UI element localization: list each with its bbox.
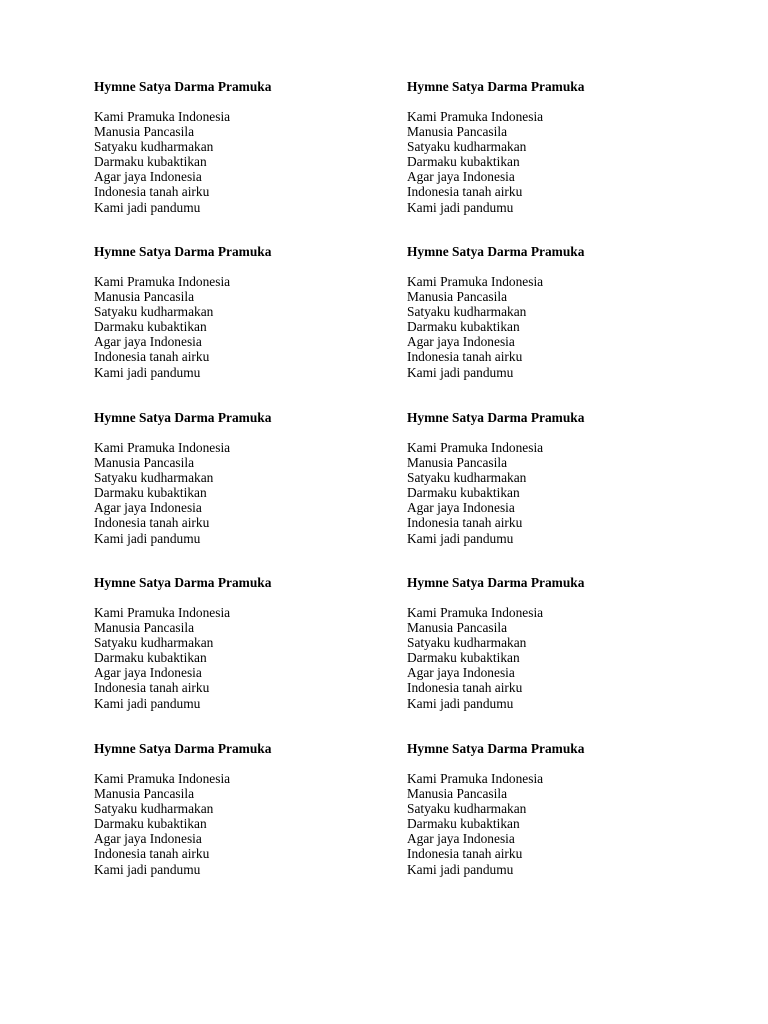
lyric-line: Indonesia tanah airku	[407, 184, 523, 200]
lyric-line: Satyaku kudharmakan	[407, 304, 527, 320]
lyric-line: Agar jaya Indonesia	[94, 831, 202, 847]
lyric-line: Kami jadi pandumu	[407, 861, 514, 877]
lyric-line: Darmaku kubaktikan	[407, 650, 520, 666]
song-title: Hymne Satya Darma Pramuka	[94, 741, 272, 756]
song-block	[407, 575, 697, 711]
song-title: Hymne Satya Darma Pramuka	[94, 410, 272, 425]
lyric-line: Kami Pramuka Indonesia	[94, 605, 231, 620]
song-title: Hymne Satya Darma Pramuka	[407, 410, 585, 425]
song-title: Hymne Satya Darma Pramuka	[94, 79, 272, 94]
lyric-line: Agar jaya Indonesia	[94, 169, 202, 185]
song-block	[407, 410, 697, 546]
song-block	[407, 741, 697, 877]
lyric-line: Agar jaya Indonesia	[407, 665, 515, 681]
lyric-line: Indonesia tanah airku	[407, 515, 523, 531]
lyric-line: Kami Pramuka Indonesia	[407, 440, 544, 455]
song-lyrics	[94, 274, 384, 380]
lyric-line: Kami jadi pandumu	[407, 530, 514, 546]
lyric-line: Satyaku kudharmakan	[94, 470, 214, 486]
lyric-line: Manusia Pancasila	[407, 289, 508, 305]
lyric-line: Kami jadi pandumu	[94, 364, 201, 380]
lyric-line: Satyaku kudharmakan	[407, 801, 527, 817]
lyric-line: Agar jaya Indonesia	[94, 334, 202, 350]
song-title: Hymne Satya Darma Pramuka	[94, 575, 272, 590]
lyric-line: Darmaku kubaktikan	[407, 154, 520, 170]
song-lyrics	[407, 109, 697, 215]
lyric-line: Indonesia tanah airku	[94, 184, 210, 200]
song-lyrics	[407, 274, 697, 380]
song-lyrics	[407, 771, 697, 877]
lyric-line: Agar jaya Indonesia	[407, 500, 515, 516]
song-lyrics	[94, 440, 384, 546]
song-lyrics	[94, 109, 384, 215]
song-title: Hymne Satya Darma Pramuka	[94, 244, 272, 259]
lyric-line: Indonesia tanah airku	[94, 349, 210, 365]
lyric-line: Darmaku kubaktikan	[94, 816, 207, 832]
lyric-line: Kami Pramuka Indonesia	[94, 274, 231, 289]
song-block	[94, 575, 384, 711]
lyric-line: Satyaku kudharmakan	[94, 304, 214, 320]
lyric-line: Agar jaya Indonesia	[407, 831, 515, 847]
lyric-line: Kami Pramuka Indonesia	[94, 109, 231, 124]
lyric-line: Kami Pramuka Indonesia	[407, 771, 544, 786]
lyric-line: Darmaku kubaktikan	[407, 319, 520, 335]
song-block	[94, 410, 384, 546]
lyric-line: Manusia Pancasila	[407, 786, 508, 802]
lyric-line: Darmaku kubaktikan	[94, 319, 207, 335]
lyric-line: Agar jaya Indonesia	[407, 169, 515, 185]
lyric-line: Manusia Pancasila	[94, 620, 195, 636]
lyric-line: Darmaku kubaktikan	[94, 485, 207, 501]
song-title: Hymne Satya Darma Pramuka	[407, 741, 585, 756]
lyric-line: Kami Pramuka Indonesia	[407, 109, 544, 124]
lyric-line: Satyaku kudharmakan	[94, 801, 214, 817]
lyric-line: Satyaku kudharmakan	[94, 635, 214, 651]
song-block	[94, 741, 384, 877]
lyric-line: Kami Pramuka Indonesia	[94, 771, 231, 786]
song-title: Hymne Satya Darma Pramuka	[407, 244, 585, 259]
song-title: Hymne Satya Darma Pramuka	[407, 79, 585, 94]
lyric-line: Satyaku kudharmakan	[94, 139, 214, 155]
lyric-line: Satyaku kudharmakan	[407, 139, 527, 155]
lyric-line: Kami jadi pandumu	[407, 695, 514, 711]
lyric-line: Darmaku kubaktikan	[94, 650, 207, 666]
lyric-line: Indonesia tanah airku	[94, 515, 210, 531]
song-lyrics	[407, 440, 697, 546]
lyric-line: Manusia Pancasila	[94, 455, 195, 471]
lyric-line: Agar jaya Indonesia	[94, 665, 202, 681]
song-lyrics	[407, 605, 697, 711]
song-lyrics	[94, 605, 384, 711]
lyric-line: Indonesia tanah airku	[94, 680, 210, 696]
song-block	[407, 244, 697, 380]
lyric-line: Satyaku kudharmakan	[407, 470, 527, 486]
lyric-line: Manusia Pancasila	[94, 289, 195, 305]
song-block	[407, 79, 697, 215]
lyric-line: Agar jaya Indonesia	[407, 334, 515, 350]
lyric-line: Kami jadi pandumu	[94, 530, 201, 546]
lyric-line: Indonesia tanah airku	[407, 680, 523, 696]
lyric-line: Manusia Pancasila	[407, 455, 508, 471]
lyric-line: Darmaku kubaktikan	[94, 154, 207, 170]
lyric-line: Indonesia tanah airku	[94, 846, 210, 862]
lyric-line: Kami jadi pandumu	[407, 364, 514, 380]
lyric-line: Satyaku kudharmakan	[407, 635, 527, 651]
lyric-line: Kami Pramuka Indonesia	[94, 440, 231, 455]
lyric-line: Manusia Pancasila	[94, 786, 195, 802]
lyric-line: Agar jaya Indonesia	[94, 500, 202, 516]
lyric-line: Indonesia tanah airku	[407, 846, 523, 862]
lyric-line: Manusia Pancasila	[94, 124, 195, 140]
lyric-line: Kami jadi pandumu	[94, 695, 201, 711]
song-block	[94, 79, 384, 215]
lyric-line: Indonesia tanah airku	[407, 349, 523, 365]
song-lyrics	[94, 771, 384, 877]
lyric-line: Kami jadi pandumu	[94, 861, 201, 877]
lyric-line: Darmaku kubaktikan	[407, 485, 520, 501]
lyric-line: Kami Pramuka Indonesia	[407, 274, 544, 289]
lyric-line: Kami jadi pandumu	[407, 199, 514, 215]
lyric-line: Manusia Pancasila	[407, 124, 508, 140]
song-title: Hymne Satya Darma Pramuka	[407, 575, 585, 590]
lyric-line: Kami jadi pandumu	[94, 199, 201, 215]
lyric-line: Manusia Pancasila	[407, 620, 508, 636]
lyric-line: Kami Pramuka Indonesia	[407, 605, 544, 620]
lyric-line: Darmaku kubaktikan	[407, 816, 520, 832]
song-block	[94, 244, 384, 380]
